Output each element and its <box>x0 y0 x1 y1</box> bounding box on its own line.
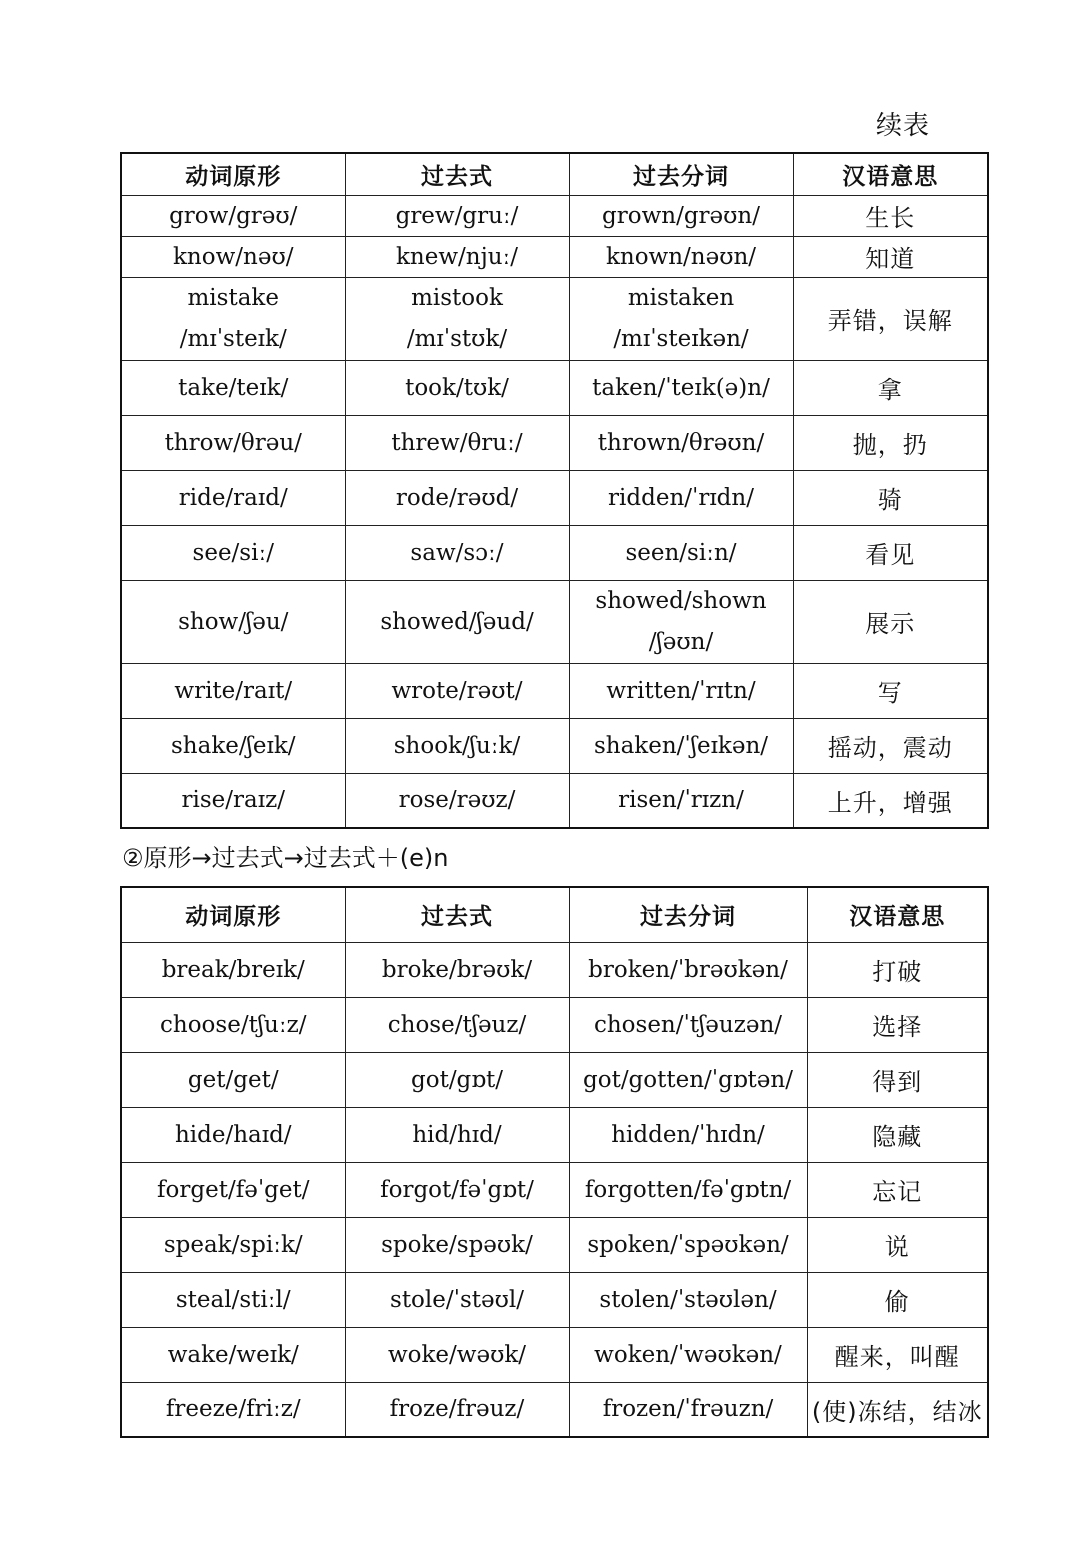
cell-chinese-meaning: 得到 <box>807 1052 988 1107</box>
cell-chinese-meaning: 偷 <box>807 1272 988 1327</box>
cell-past-tense: took/tʊk/ <box>345 360 569 415</box>
cell-base-form: break/breɪk/ <box>121 942 345 997</box>
table-row <box>121 1327 988 1382</box>
cell-chinese-meaning: 上升，增强 <box>793 773 988 828</box>
cell-past-participle: written/ˈrɪtn/ <box>569 663 793 718</box>
cell-chinese-meaning: 生长 <box>793 195 988 236</box>
cell-chinese-meaning: 打破 <box>807 942 988 997</box>
cell-base-form: forget/fəˈget/ <box>121 1162 345 1217</box>
cell-past-tense <box>345 277 569 360</box>
cell-past-participle <box>569 580 793 663</box>
header-base-form: 动词原形 <box>121 887 345 942</box>
cell-base-form: steal/stiːl/ <box>121 1272 345 1327</box>
cell-chinese-meaning: 醒来，叫醒 <box>807 1327 988 1382</box>
cell-past-participle: ridden/ˈrɪdn/ <box>569 470 793 525</box>
cell-past-participle: hidden/ˈhɪdn/ <box>569 1107 807 1162</box>
table-row <box>121 1272 988 1327</box>
cell-base-form: show/ʃəu/ <box>121 580 345 663</box>
cell-past-tense: grew/gruː/ <box>345 195 569 236</box>
cell-line: /ʃəʊn/ <box>648 628 714 655</box>
cell-chinese-meaning: 隐藏 <box>807 1107 988 1162</box>
table-row <box>121 580 988 663</box>
cell-past-participle: forgotten/fəˈgɒtn/ <box>569 1162 807 1217</box>
cell-chinese-meaning: 知道 <box>793 236 988 277</box>
cell-past-tense: threw/θruː/ <box>345 415 569 470</box>
cell-past-participle: seen/siːn/ <box>569 525 793 580</box>
header-chinese-meaning: 汉语意思 <box>807 887 988 942</box>
cell-past-tense: hid/hɪd/ <box>345 1107 569 1162</box>
cell-base-form: grow/grəʊ/ <box>121 195 345 236</box>
cell-base-form: take/teɪk/ <box>121 360 345 415</box>
cell-line: /mɪˈsteɪk/ <box>179 325 287 352</box>
cell-chinese-meaning: 抛，扔 <box>793 415 988 470</box>
cell-chinese-meaning: 写 <box>793 663 988 718</box>
cell-chinese-meaning: (使)冻结，结冰 <box>807 1382 988 1437</box>
cell-past-tense: woke/wəʊk/ <box>345 1327 569 1382</box>
table-row <box>121 1052 988 1107</box>
cell-chinese-meaning: 弄错，误解 <box>793 277 988 360</box>
table-row <box>121 1162 988 1217</box>
header-past-tense: 过去式 <box>345 153 569 195</box>
header-past-tense: 过去式 <box>345 887 569 942</box>
table-row <box>121 718 988 773</box>
cell-chinese-meaning: 展示 <box>793 580 988 663</box>
table-header-row <box>121 153 988 195</box>
table-row <box>121 236 988 277</box>
cell-past-participle: chosen/ˈtʃəuzən/ <box>569 997 807 1052</box>
cell-line: mistook <box>411 284 503 311</box>
table-row <box>121 195 988 236</box>
cell-base-form: freeze/friːz/ <box>121 1382 345 1437</box>
cell-base-form: rise/raɪz/ <box>121 773 345 828</box>
cell-past-participle: got/gotten/ˈgɒtən/ <box>569 1052 807 1107</box>
table-row <box>121 415 988 470</box>
table-row <box>121 942 988 997</box>
cell-past-participle: shaken/ˈʃeɪkən/ <box>569 718 793 773</box>
table-row <box>121 277 988 360</box>
cell-past-participle: risen/ˈrɪzn/ <box>569 773 793 828</box>
cell-chinese-meaning: 忘记 <box>807 1162 988 1217</box>
cell-past-participle: known/nəʊn/ <box>569 236 793 277</box>
cell-past-participle: woken/ˈwəʊkən/ <box>569 1327 807 1382</box>
cell-past-participle: taken/ˈteɪk(ə)n/ <box>569 360 793 415</box>
section-2-title: ②原形→过去式→过去式＋(e)n <box>122 844 449 872</box>
cell-past-tense: froze/frəuz/ <box>345 1382 569 1437</box>
table-row <box>121 1217 988 1272</box>
cell-chinese-meaning: 摇动，震动 <box>793 718 988 773</box>
cell-past-participle: grown/grəʊn/ <box>569 195 793 236</box>
cell-past-tense: knew/njuː/ <box>345 236 569 277</box>
table-row <box>121 525 988 580</box>
header-chinese-meaning: 汉语意思 <box>793 153 988 195</box>
cell-base-form: wake/weɪk/ <box>121 1327 345 1382</box>
cell-base-form: throw/θrəu/ <box>121 415 345 470</box>
cell-past-tense: spoke/spəʊk/ <box>345 1217 569 1272</box>
header-past-participle: 过去分词 <box>569 887 807 942</box>
cell-past-tense: showed/ʃəud/ <box>345 580 569 663</box>
cell-base-form: speak/spiːk/ <box>121 1217 345 1272</box>
cell-past-tense: forgot/fəˈgɒt/ <box>345 1162 569 1217</box>
cell-past-tense: stole/ˈstəʊl/ <box>345 1272 569 1327</box>
cell-past-participle: spoken/ˈspəʊkən/ <box>569 1217 807 1272</box>
table-row <box>121 663 988 718</box>
verb-table-1 <box>120 152 989 829</box>
cell-past-tense: chose/tʃəuz/ <box>345 997 569 1052</box>
table-row <box>121 360 988 415</box>
cell-past-tense: saw/sɔː/ <box>345 525 569 580</box>
cell-base-form: see/siː/ <box>121 525 345 580</box>
cell-base-form <box>121 277 345 360</box>
cell-line: mistake <box>187 284 279 311</box>
cell-past-tense: rose/rəʊz/ <box>345 773 569 828</box>
cell-past-participle: thrown/θrəʊn/ <box>569 415 793 470</box>
table-row <box>121 773 988 828</box>
cell-past-participle: frozen/ˈfrəuzn/ <box>569 1382 807 1437</box>
cell-line: /mɪˈsteɪkən/ <box>613 325 749 352</box>
table-row <box>121 470 988 525</box>
cell-past-tense: broke/brəʊk/ <box>345 942 569 997</box>
cell-chinese-meaning: 骑 <box>793 470 988 525</box>
table-row <box>121 1107 988 1162</box>
cell-chinese-meaning: 看见 <box>793 525 988 580</box>
header-base-form: 动词原形 <box>121 153 345 195</box>
cell-base-form: get/get/ <box>121 1052 345 1107</box>
cell-base-form: know/nəʊ/ <box>121 236 345 277</box>
cell-past-participle: broken/ˈbrəʊkən/ <box>569 942 807 997</box>
table-row <box>121 1382 988 1437</box>
header-past-participle: 过去分词 <box>569 153 793 195</box>
verb-table-2 <box>120 886 989 1438</box>
cell-past-tense: wrote/rəʊt/ <box>345 663 569 718</box>
cell-past-tense: rode/rəʊd/ <box>345 470 569 525</box>
cell-chinese-meaning: 拿 <box>793 360 988 415</box>
cell-line: /mɪˈstʊk/ <box>406 325 508 352</box>
cell-line: mistaken <box>627 284 735 311</box>
cell-line: showed/shown <box>595 587 767 614</box>
cell-past-tense: got/gɒt/ <box>345 1052 569 1107</box>
table-header-row <box>121 887 988 942</box>
cell-past-tense: shook/ʃuːk/ <box>345 718 569 773</box>
continued-label: 续表 <box>876 111 931 141</box>
cell-chinese-meaning: 说 <box>807 1217 988 1272</box>
cell-chinese-meaning: 选择 <box>807 997 988 1052</box>
cell-base-form: shake/ʃeɪk/ <box>121 718 345 773</box>
cell-past-participle: stolen/ˈstəʊlən/ <box>569 1272 807 1327</box>
cell-base-form: hide/haɪd/ <box>121 1107 345 1162</box>
cell-past-participle <box>569 277 793 360</box>
cell-base-form: ride/raɪd/ <box>121 470 345 525</box>
cell-base-form: choose/tʃuːz/ <box>121 997 345 1052</box>
table-row <box>121 997 988 1052</box>
cell-base-form: write/raɪt/ <box>121 663 345 718</box>
